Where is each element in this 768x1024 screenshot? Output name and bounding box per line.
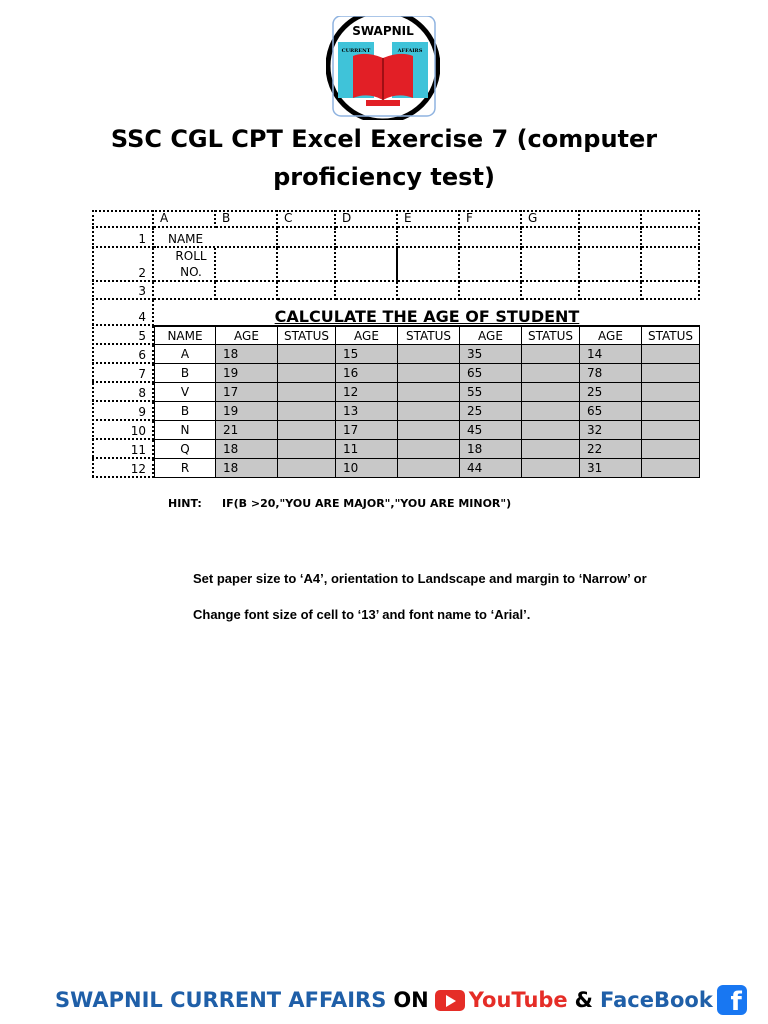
table-heading[interactable]: CALCULATE THE AGE OF STUDENT bbox=[154, 300, 700, 326]
cell[interactable] bbox=[580, 282, 642, 300]
cell[interactable] bbox=[522, 282, 580, 300]
status-cell[interactable] bbox=[522, 383, 580, 402]
age-cell[interactable]: 16 bbox=[336, 364, 398, 383]
no-label: NO. bbox=[180, 265, 202, 279]
column-header-i[interactable] bbox=[642, 210, 700, 228]
status-cell[interactable] bbox=[398, 345, 460, 364]
student-name-cell[interactable]: A bbox=[154, 345, 216, 364]
header-age-2[interactable]: AGE bbox=[336, 326, 398, 345]
status-cell[interactable] bbox=[398, 421, 460, 440]
cell[interactable] bbox=[580, 228, 642, 248]
row-number-9: 9 bbox=[92, 402, 154, 421]
status-cell[interactable] bbox=[278, 421, 336, 440]
cell[interactable] bbox=[522, 248, 580, 282]
row-number-7: 7 bbox=[92, 364, 154, 383]
age-cell[interactable]: 19 bbox=[216, 402, 278, 421]
facebook-icon[interactable]: f bbox=[717, 985, 747, 1015]
age-cell[interactable]: 65 bbox=[580, 402, 642, 421]
column-header-b[interactable]: B bbox=[216, 210, 278, 228]
instruction-line2: Change font size of cell to ‘13’ and font name to ‘Arial’. bbox=[193, 607, 531, 622]
status-cell[interactable] bbox=[642, 421, 700, 440]
column-header-f[interactable]: F bbox=[460, 210, 522, 228]
corner-cell bbox=[92, 210, 154, 228]
roll-no-label-cell[interactable] bbox=[154, 248, 216, 282]
header-status-3[interactable]: STATUS bbox=[522, 326, 580, 345]
age-cell[interactable]: 15 bbox=[336, 345, 398, 364]
row-number-11: 11 bbox=[92, 440, 154, 459]
age-cell[interactable]: 44 bbox=[460, 459, 522, 478]
age-cell[interactable]: 14 bbox=[580, 345, 642, 364]
footer-on: ON bbox=[393, 988, 429, 1012]
cell[interactable] bbox=[216, 282, 278, 300]
status-cell[interactable] bbox=[642, 383, 700, 402]
hint-label: HINT: bbox=[168, 497, 202, 510]
age-cell[interactable]: 22 bbox=[580, 440, 642, 459]
cell[interactable] bbox=[522, 228, 580, 248]
age-cell[interactable]: 18 bbox=[216, 459, 278, 478]
header-age-4[interactable]: AGE bbox=[580, 326, 642, 345]
status-cell[interactable] bbox=[278, 402, 336, 421]
page-title-line2: proficiency test) bbox=[273, 163, 495, 191]
status-cell[interactable] bbox=[278, 364, 336, 383]
footer-banner bbox=[55, 984, 747, 1016]
footer-facebook[interactable]: FaceBook bbox=[600, 988, 713, 1012]
cell[interactable] bbox=[642, 248, 700, 282]
age-cell[interactable]: 25 bbox=[580, 383, 642, 402]
age-cell[interactable]: 11 bbox=[336, 440, 398, 459]
age-cell[interactable]: 21 bbox=[216, 421, 278, 440]
student-name-cell[interactable]: B bbox=[154, 364, 216, 383]
cell[interactable] bbox=[336, 282, 398, 300]
column-header-a[interactable]: A bbox=[154, 210, 216, 228]
footer-youtube[interactable]: YouTube bbox=[468, 988, 568, 1012]
age-cell[interactable]: 32 bbox=[580, 421, 642, 440]
age-cell[interactable]: 17 bbox=[336, 421, 398, 440]
row-number-4: 4 bbox=[92, 300, 154, 326]
status-cell[interactable] bbox=[522, 440, 580, 459]
age-cell[interactable]: 35 bbox=[460, 345, 522, 364]
student-name-cell[interactable]: V bbox=[154, 383, 216, 402]
cell[interactable] bbox=[642, 228, 700, 248]
logo-current-text: CURRENT bbox=[341, 48, 371, 54]
instruction-line1: Set paper size to ‘A4’, orientation to Landscape and margin to ‘Narrow’ or bbox=[193, 571, 647, 586]
cell[interactable] bbox=[336, 248, 398, 282]
name-label-cell[interactable]: NAME bbox=[154, 228, 278, 248]
status-cell[interactable] bbox=[522, 345, 580, 364]
column-header-e[interactable]: E bbox=[398, 210, 460, 228]
age-cell[interactable]: 12 bbox=[336, 383, 398, 402]
column-header-c[interactable]: C bbox=[278, 210, 336, 228]
header-age-3[interactable]: AGE bbox=[460, 326, 522, 345]
age-cell[interactable]: 18 bbox=[216, 345, 278, 364]
cell[interactable] bbox=[278, 282, 336, 300]
status-cell[interactable] bbox=[522, 459, 580, 478]
age-cell[interactable]: 55 bbox=[460, 383, 522, 402]
row-number-8: 8 bbox=[92, 383, 154, 402]
status-cell[interactable] bbox=[522, 402, 580, 421]
header-status-1[interactable]: STATUS bbox=[278, 326, 336, 345]
age-cell[interactable]: 78 bbox=[580, 364, 642, 383]
cell[interactable] bbox=[336, 228, 398, 248]
cell[interactable] bbox=[278, 228, 336, 248]
status-cell[interactable] bbox=[522, 421, 580, 440]
age-cell[interactable]: 17 bbox=[216, 383, 278, 402]
status-cell[interactable] bbox=[522, 364, 580, 383]
row-number-10: 10 bbox=[92, 421, 154, 440]
header-age-1[interactable]: AGE bbox=[216, 326, 278, 345]
row-number-2: 2 bbox=[92, 248, 154, 282]
age-cell[interactable]: 65 bbox=[460, 364, 522, 383]
age-cell[interactable]: 18 bbox=[216, 440, 278, 459]
cell[interactable] bbox=[460, 248, 522, 282]
cell[interactable] bbox=[216, 248, 278, 282]
footer-brand: SWAPNIL CURRENT AFFAIRS bbox=[55, 988, 387, 1012]
age-cell[interactable]: 13 bbox=[336, 402, 398, 421]
status-cell[interactable] bbox=[642, 440, 700, 459]
status-cell[interactable] bbox=[398, 364, 460, 383]
row-number-5: 5 bbox=[92, 326, 154, 345]
age-cell[interactable]: 19 bbox=[216, 364, 278, 383]
swapnil-logo bbox=[326, 16, 440, 120]
age-cell[interactable]: 31 bbox=[580, 459, 642, 478]
status-cell[interactable] bbox=[398, 459, 460, 478]
row-number-6: 6 bbox=[92, 345, 154, 364]
status-cell[interactable] bbox=[398, 402, 460, 421]
status-cell[interactable] bbox=[278, 345, 336, 364]
cell[interactable] bbox=[398, 248, 460, 282]
status-cell[interactable] bbox=[398, 440, 460, 459]
status-cell[interactable] bbox=[278, 459, 336, 478]
column-header-d[interactable]: D bbox=[336, 210, 398, 228]
page-title-line1: SSC CGL CPT Excel Exercise 7 (computer bbox=[110, 125, 658, 153]
footer-amp: & bbox=[574, 988, 593, 1012]
cell[interactable] bbox=[398, 228, 460, 248]
cell[interactable] bbox=[642, 282, 700, 300]
cell[interactable] bbox=[154, 282, 216, 300]
status-cell[interactable] bbox=[278, 383, 336, 402]
status-cell[interactable] bbox=[642, 402, 700, 421]
hint-formula: IF(B >20,"YOU ARE MAJOR","YOU ARE MINOR") bbox=[222, 497, 512, 510]
row-number-3: 3 bbox=[92, 282, 154, 300]
student-name-cell[interactable]: B bbox=[154, 402, 216, 421]
cell[interactable] bbox=[460, 282, 522, 300]
header-status-2[interactable]: STATUS bbox=[398, 326, 460, 345]
age-cell[interactable]: 45 bbox=[460, 421, 522, 440]
header-status-4[interactable]: STATUS bbox=[642, 326, 700, 345]
column-header-g[interactable]: G bbox=[522, 210, 580, 228]
student-name-cell[interactable]: Q bbox=[154, 440, 216, 459]
logo-brand-text: SWAPNIL bbox=[352, 24, 414, 38]
row-number-1: 1 bbox=[92, 228, 154, 248]
row-number-12: 12 bbox=[92, 459, 154, 478]
age-cell[interactable]: 18 bbox=[460, 440, 522, 459]
status-cell[interactable] bbox=[278, 440, 336, 459]
cell[interactable] bbox=[278, 248, 336, 282]
cell[interactable] bbox=[580, 248, 642, 282]
age-cell[interactable]: 25 bbox=[460, 402, 522, 421]
spreadsheet-grid bbox=[92, 210, 700, 477]
student-name-cell[interactable]: R bbox=[154, 459, 216, 478]
cell[interactable] bbox=[398, 282, 460, 300]
status-cell[interactable] bbox=[642, 459, 700, 478]
cell[interactable] bbox=[460, 228, 522, 248]
status-cell[interactable] bbox=[398, 383, 460, 402]
youtube-icon[interactable] bbox=[435, 990, 465, 1011]
logo-affairs-text: AFFAIRS bbox=[397, 48, 423, 54]
status-cell[interactable] bbox=[642, 364, 700, 383]
age-cell[interactable]: 10 bbox=[336, 459, 398, 478]
roll-label: ROLL bbox=[175, 249, 207, 263]
header-name[interactable]: NAME bbox=[154, 326, 216, 345]
student-name-cell[interactable]: N bbox=[154, 421, 216, 440]
column-header-h[interactable] bbox=[580, 210, 642, 228]
status-cell[interactable] bbox=[642, 345, 700, 364]
